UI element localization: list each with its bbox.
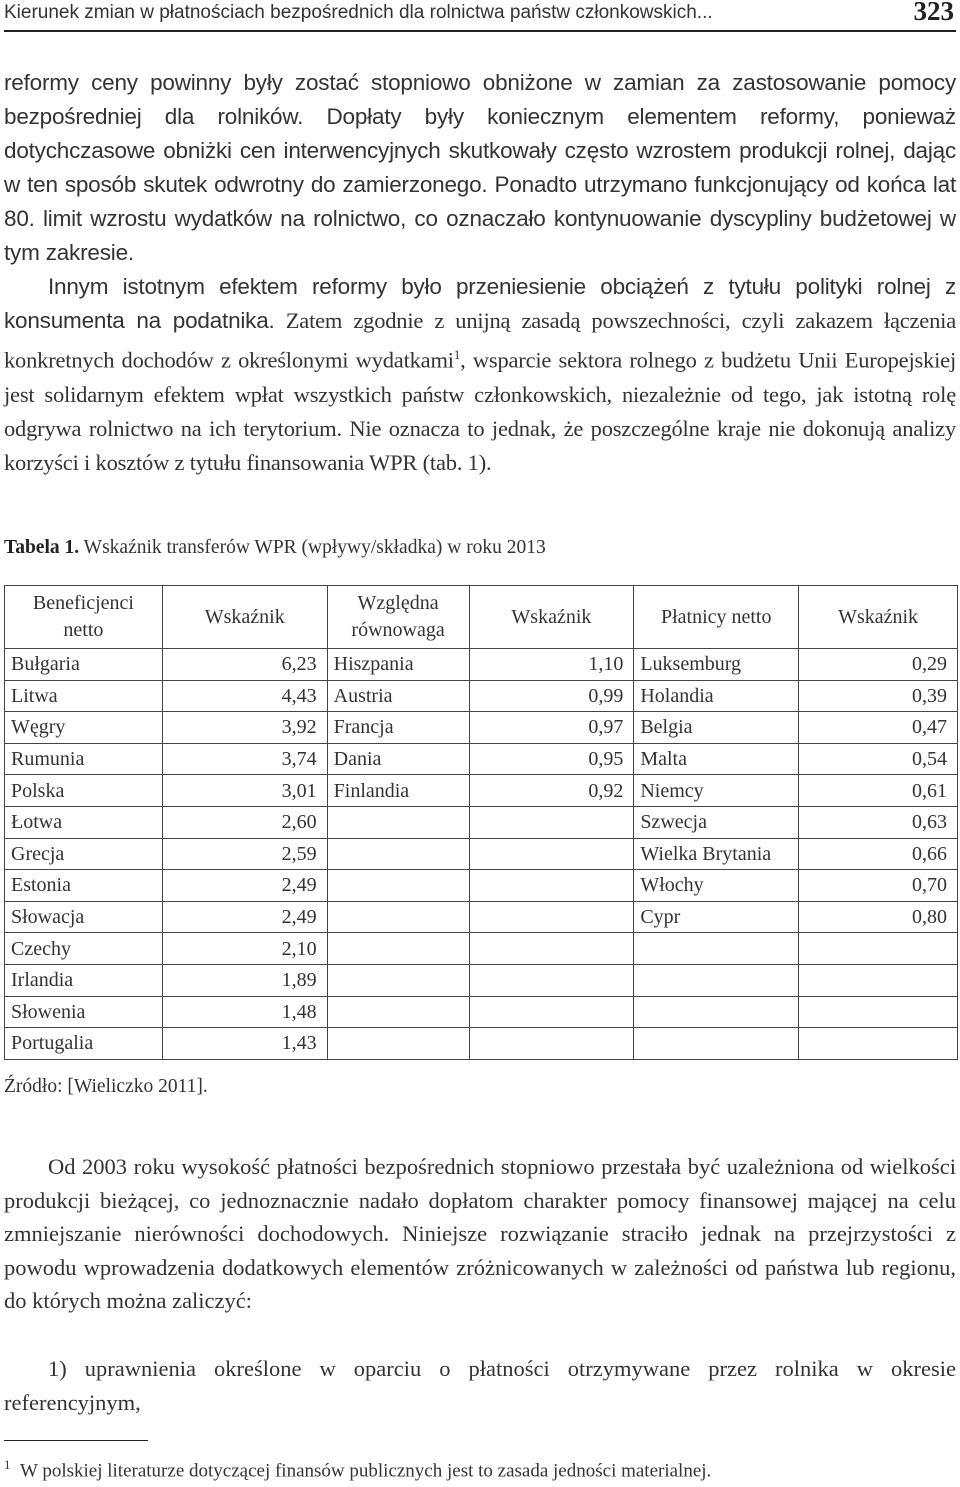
running-header [4, 0, 956, 32]
country-cell [327, 996, 469, 1028]
index-cell: 1,10 [469, 649, 634, 681]
index-cell [799, 1028, 958, 1060]
table-header [5, 586, 958, 649]
country-cell [634, 996, 799, 1028]
table-row [5, 1028, 958, 1060]
country-cell: Słowacja [5, 901, 163, 933]
table-row [5, 870, 958, 902]
country-cell [327, 870, 469, 902]
country-cell: Dania [327, 743, 469, 775]
column-header: Wskaźnik [469, 586, 634, 649]
column-header: Względna równowaga [327, 586, 469, 649]
index-cell: 0,99 [469, 680, 634, 712]
country-cell [327, 1028, 469, 1060]
country-cell: Hiszpania [327, 649, 469, 681]
index-cell: 0,95 [469, 743, 634, 775]
index-cell [469, 838, 634, 870]
index-cell [469, 870, 634, 902]
paragraph-3 [4, 1150, 956, 1318]
country-cell: Holandia [634, 680, 799, 712]
footnote [4, 1457, 711, 1482]
country-cell: Niemcy [634, 775, 799, 807]
table-row [5, 806, 958, 838]
index-cell [799, 933, 958, 965]
country-cell: Irlandia [5, 964, 163, 996]
table-row [5, 743, 958, 775]
index-cell: 0,70 [799, 870, 958, 902]
country-cell: Rumunia [5, 743, 163, 775]
paragraph-2-part-3: , wsparcie sektora rolnego z budżetu Unii Europejskiej jest solidarnym efektem wpłat wszystkich państw członkowskich, niezależnie od tego, jak istotną rolę odgrywa rolnictwo na ich terytorium. Nie oznacza to jednak, że poszczególne kraje nie dokonują analizy korzyści i kosztów z tytułu finansowania WPR (tab. 1). [4, 347, 956, 475]
paragraph-3-text: Od 2003 roku wysokość płatności bezpośrednich stopniowo przestała być uzależniona od wielkości produkcji bieżącej, co jednoznacznie nadało dopłatom charakter pomocy finansowej mającej na celu zmniejszanie nierówności dochodowych. Niniejsze rozwiązanie straciło jednak na przejrzystości z powodu wprowadzenia dodatkowych elementów zróżnicowanych w zależności od państwa lub regionu, do których można zaliczyć: [4, 1154, 956, 1314]
table-source: Źródło: [Wieliczko 2011]. [4, 1076, 208, 1097]
table-row [5, 712, 958, 744]
index-cell: 0,97 [469, 712, 634, 744]
index-cell [469, 1028, 634, 1060]
index-cell [799, 996, 958, 1028]
index-cell: 2,60 [162, 806, 327, 838]
paragraph-4 [4, 1352, 956, 1419]
country-cell: Szwecja [634, 806, 799, 838]
index-cell [469, 901, 634, 933]
footnote-divider [4, 1440, 148, 1441]
table-caption [4, 537, 546, 559]
table-row [5, 964, 958, 996]
index-cell: 0,66 [799, 838, 958, 870]
index-cell: 0,61 [799, 775, 958, 807]
index-cell: 2,49 [162, 870, 327, 902]
index-cell: 0,47 [799, 712, 958, 744]
country-cell: Wielka Brytania [634, 838, 799, 870]
table-caption-text: Wskaźnik transferów WPR (wpływy/składka) w roku 2013 [83, 537, 546, 558]
table-caption-label: Tabela 1. [4, 537, 80, 558]
country-cell: Belgia [634, 712, 799, 744]
country-cell: Słowenia [5, 996, 163, 1028]
page-number: 323 [913, 0, 954, 26]
country-cell: Finlandia [327, 775, 469, 807]
table-header-row [5, 586, 958, 649]
country-cell [634, 933, 799, 965]
column-header: Beneficjenci netto [5, 586, 163, 649]
running-title: Kierunek zmian w płatnościach bezpośrednich dla rolnictwa państw członkowskich... [4, 2, 713, 23]
country-cell: Cypr [634, 901, 799, 933]
index-cell: 0,63 [799, 806, 958, 838]
index-cell: 0,92 [469, 775, 634, 807]
index-cell: 6,23 [162, 649, 327, 681]
table-row [5, 680, 958, 712]
table-row [5, 996, 958, 1028]
column-header: Płatnicy netto [634, 586, 799, 649]
index-cell [469, 933, 634, 965]
table-row [5, 775, 958, 807]
transfer-index-table [4, 585, 958, 1060]
index-cell [799, 964, 958, 996]
country-cell: Austria [327, 680, 469, 712]
paragraph-2-part-1: Innym istotnym efektem reformy było przeniesienie obciążeń z tytułu polityki rolnej z konsumenta na podatnika. [4, 274, 956, 333]
country-cell: Francja [327, 712, 469, 744]
country-cell: Malta [634, 743, 799, 775]
column-header: Wskaźnik [162, 586, 327, 649]
country-cell [327, 964, 469, 996]
footnote-number: 1 [4, 1457, 11, 1472]
index-cell [469, 806, 634, 838]
footnote-text: W polskiej literaturze dotyczącej finansów publicznych jest to zasada jedności materialnej. [20, 1460, 712, 1482]
index-cell: 1,89 [162, 964, 327, 996]
table-row [5, 649, 958, 681]
country-cell: Grecja [5, 838, 163, 870]
paragraph-2 [4, 270, 956, 480]
index-cell: 0,29 [799, 649, 958, 681]
index-cell: 3,01 [162, 775, 327, 807]
country-cell [327, 933, 469, 965]
paragraph-2-part-2: Zatem zgodnie z unijną zasadą powszechności, czyli zakazem łączenia konkretnych dochodów z określonymi wydatkami [4, 308, 956, 373]
footnote-reference[interactable]: 1 [453, 347, 461, 362]
paragraph-4-text: 1) uprawnienia określone w oparciu o płatności otrzymywane przez rolnika w okresie referencyjnym, [4, 1356, 956, 1415]
table-row [5, 838, 958, 870]
country-cell [327, 806, 469, 838]
index-cell [469, 964, 634, 996]
country-cell: Litwa [5, 680, 163, 712]
index-cell [469, 996, 634, 1028]
index-cell: 4,43 [162, 680, 327, 712]
table-row [5, 901, 958, 933]
paragraph-1-text: reformy ceny powinny były zostać stopniowo obniżone w zamian za zastosowanie pomocy bezpośredniej dla rolników. Dopłaty były koniecznym elementem reformy, ponieważ dotychczasowe obniżki cen interwencyjnych skutkowały często wzrostem produkcji rolnej, dając w ten sposób skutek odwrotny do zamierzonego. Ponadto utrzymano funkcjonujący od końca lat 80. limit wzrostu wydatków na rolnictwo, co oznaczało kontynuowanie dyscypliny budżetowej w tym zakresie. [4, 70, 956, 265]
paragraph-1 [4, 66, 956, 270]
index-cell: 2,59 [162, 838, 327, 870]
country-cell [327, 901, 469, 933]
index-cell: 2,49 [162, 901, 327, 933]
column-header: Wskaźnik [799, 586, 958, 649]
table-body [5, 649, 958, 1060]
index-cell: 0,80 [799, 901, 958, 933]
index-cell: 2,10 [162, 933, 327, 965]
index-cell: 0,39 [799, 680, 958, 712]
country-cell: Czechy [5, 933, 163, 965]
country-cell [327, 838, 469, 870]
index-cell: 1,48 [162, 996, 327, 1028]
index-cell: 0,54 [799, 743, 958, 775]
index-cell: 3,92 [162, 712, 327, 744]
country-cell: Estonia [5, 870, 163, 902]
table-row [5, 933, 958, 965]
country-cell: Włochy [634, 870, 799, 902]
country-cell: Bułgaria [5, 649, 163, 681]
country-cell: Węgry [5, 712, 163, 744]
country-cell [634, 964, 799, 996]
index-cell: 3,74 [162, 743, 327, 775]
country-cell: Polska [5, 775, 163, 807]
country-cell: Łotwa [5, 806, 163, 838]
country-cell: Luksemburg [634, 649, 799, 681]
country-cell [634, 1028, 799, 1060]
country-cell: Portugalia [5, 1028, 163, 1060]
index-cell: 1,43 [162, 1028, 327, 1060]
